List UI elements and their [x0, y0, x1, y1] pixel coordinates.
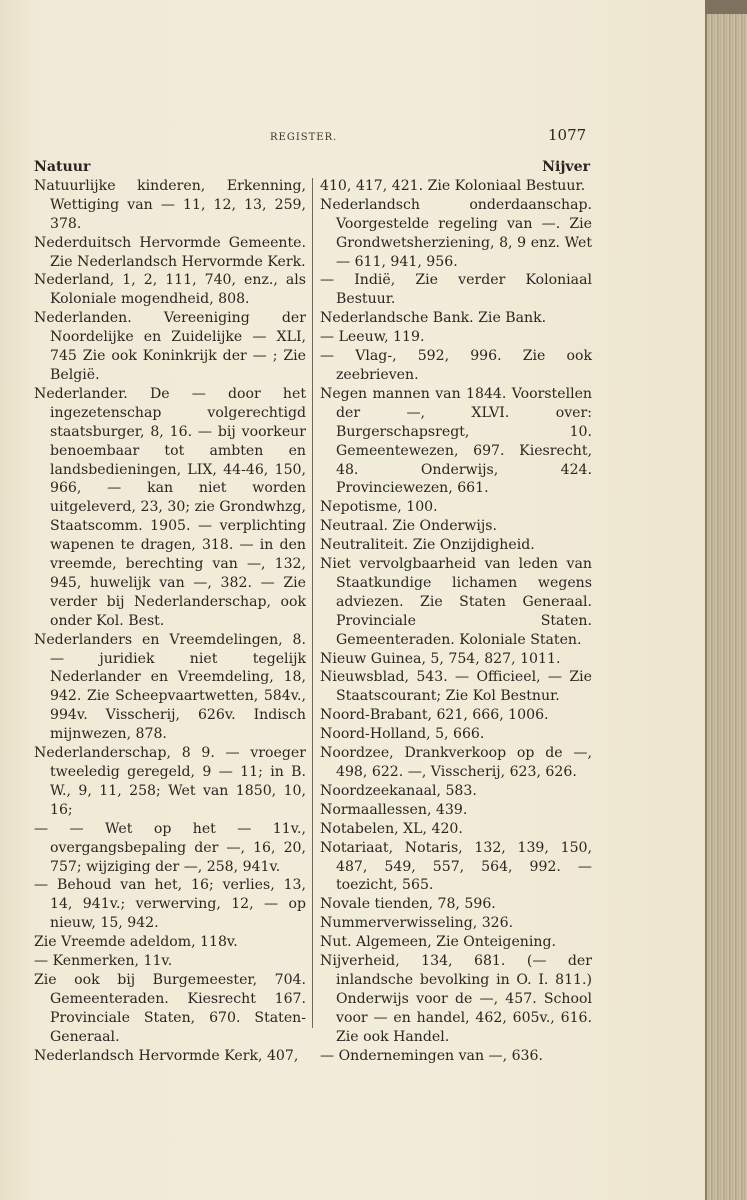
index-entry: Nederlanden. Vereeniging der Noordelijke en Zuidelijke — XLI, 745 Zie ook Koninkrijk der — ; Zie België.: [34, 310, 306, 383]
index-entry: Nederland, 1, 2, 111, 740, enz., als Koloniale mogendheid, 808.: [34, 272, 306, 308]
index-entry: Nederlanderschap, 8 9. — vroeger tweeledig geregeld, 9 — 11; in B. W., 9, 11, 258; Wet van 1850, 10, 16;: [34, 745, 306, 818]
index-entry: Zie Vreemde adeldom, 118v.: [34, 934, 238, 951]
index-entry: Nummerverwisseling, 326.: [320, 915, 514, 932]
index-entry: Nieuwsblad, 543. — Officieel, — Zie Staatscourant; Zie Kol Bestnur.: [320, 669, 592, 705]
index-entry: Nederlandsch onderdaanschap. Voorgestelde regeling van —. Zie Grondwetsherziening, 8, 9 enz. Wet — 611, 941, 956.: [320, 196, 592, 270]
index-entry: — — Wet op het — 11v., overgangsbepaling der —, 16, 20, 757; wijziging der —, 258, 941v.: [34, 820, 306, 875]
left-column: [34, 158, 306, 1066]
index-entry: Noord-Holland, 5, 666.: [320, 726, 485, 743]
index-entry: Nederlandsche Bank. Zie Bank.: [320, 310, 547, 327]
index-entry: Notabelen, XL, 420.: [320, 820, 463, 837]
index-entry: Natuurlijke kinderen, Erkenning, Wettiging van — 11, 12, 13, 259, 378.: [34, 177, 306, 232]
page-number: 1077: [548, 126, 587, 144]
index-entry: Zie ook bij Burgemeester, 704. Gemeenteraden. Kiesrecht 167. Provinciale Staten, 670. Staten-Generaal.: [34, 971, 306, 1045]
index-entry: Neutraliteit. Zie Onzijdigheid.: [320, 537, 535, 554]
page-edge-top: [705, 0, 747, 14]
index-entry: Nederlandsch Hervormde Kerk, 407,: [34, 1047, 299, 1064]
index-entry: Noordzee, Drankverkoop op de —, 498, 622. —, Visscherij, 623, 626.: [320, 745, 592, 780]
index-entry: Nepotisme, 100.: [320, 499, 438, 516]
page-edge: [705, 0, 747, 1200]
right-column: [320, 158, 592, 1066]
index-entry: Nederlanders en Vreemdelingen, 8. — juridiek niet tegelijk Nederlander en Vreemdeling, 18, 942. Zie Scheepvaartwetten, 584v., 994v. Visscherij, 626v. Indisch mijnwezen, 878.: [34, 631, 306, 743]
index-entry: — Behoud van het, 16; verlies, 13, 14, 941v.; verwerving, 12, — op nieuw, 15, 942.: [34, 877, 306, 932]
right-catchword: Nijver: [542, 159, 590, 175]
index-entry: Nut. Algemeen, Zie Onteigening.: [320, 934, 556, 951]
index-entry: Neutraal. Zie Onderwijs.: [320, 518, 497, 535]
index-entry: — Ondernemingen van —, 636.: [320, 1047, 543, 1064]
index-entry: Noordzeekanaal, 583.: [320, 782, 477, 799]
index-entry: Niet vervolgbaarheid van leden van Staatkundige lichamen wegens adviezen. Zie Staten Generaal. Provinciale Staten. Gemeenteraden. Koloniale Staten.: [320, 556, 592, 648]
index-entry: — Vlag-, 592, 996. Zie ook zeebrieven.: [320, 348, 592, 383]
index-entry: Nederduitsch Hervormde Gemeente. Zie Nederlandsch Hervormde Kerk.: [34, 234, 306, 270]
index-entry: Noord-Brabant, 621, 666, 1006.: [320, 707, 549, 724]
index-entry: — Leeuw, 119.: [320, 329, 425, 346]
left-catchword: Natuur: [34, 159, 91, 175]
index-entry: 410, 417, 421. Zie Koloniaal Bestuur.: [320, 177, 586, 194]
index-entry: Nieuw Guinea, 5, 754, 827, 1011.: [320, 650, 561, 667]
index-entry: Negen mannen van 1844. Voorstellen der —, XLVI. over: Burgerschapsregt, 10. Gemeentewezen, 697. Kiesrecht, 48. Onderwijs, 424. Provinciewezen, 661.: [320, 385, 592, 497]
running-head: REGISTER.: [270, 132, 338, 143]
index-entry: Nederlander. De — door het ingezetenschap volgerechtigd staatsburger, 8, 16. — bij voorkeur benoembaar tot ambten en landsbedieningen, LIX, 44-46, 150, 966, — kan niet worden uitgeleverd, 23, 30; zie Grondwhzg, Staatscomm. 1905. — verplichting wapenen te dragen, 318. — in den vreemde, berechting van —, 132, 945, huwelijk van —, 382. — Zie verder bij Nederlanderschap, ook onder Kol. Best.: [34, 385, 306, 629]
index-entry: — Indië, Zie verder Koloniaal Bestuur.: [320, 272, 592, 308]
index-entry: — Kenmerken, 11v.: [34, 953, 173, 970]
column-divider: [312, 178, 313, 1028]
index-entry: Nijverheid, 134, 681. (— der inlandsche bevolking in O. I. 811.) Onderwijs voor de —, 457. School voor — en handel, 462, 605v., 616. Zie ook Handel.: [320, 953, 592, 1045]
index-entry: Normaallessen, 439.: [320, 801, 468, 818]
index-entry: Notariaat, Notaris, 132, 139, 150, 487, 549, 557, 564, 992. — toezicht, 565.: [320, 839, 592, 894]
index-entry: Novale tienden, 78, 596.: [320, 896, 496, 913]
